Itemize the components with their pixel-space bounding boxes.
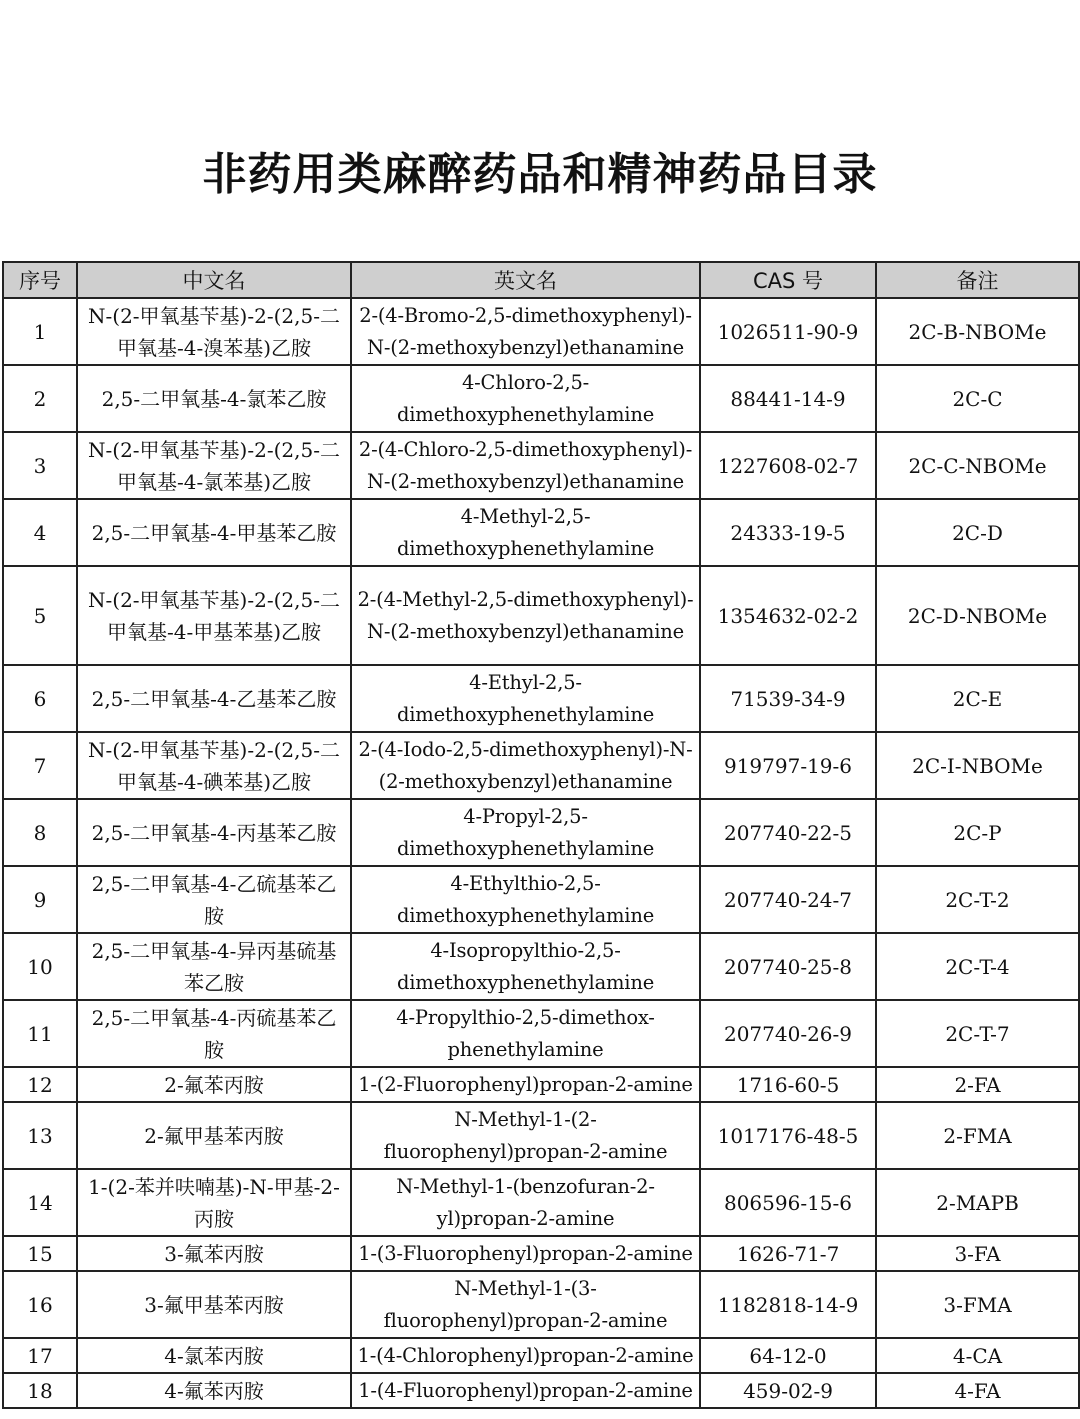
cell-note: 4-CA — [876, 1338, 1079, 1373]
table-row — [3, 1236, 1079, 1271]
cell-note: 2C-C-NBOMe — [876, 432, 1079, 499]
cell-english-name: 1-(2-Fluorophenyl)propan-2-amine — [351, 1067, 700, 1102]
cell-note: 2C-B-NBOMe — [876, 298, 1079, 365]
cell-cas: 207740-25-8 — [700, 933, 876, 1000]
table-row — [3, 732, 1079, 799]
cell-english-name: 4-Ethylthio-2,5-dimethoxyphenethylamine — [351, 866, 700, 933]
cell-english-name: 4-Ethyl-2,5-dimethoxyphenethylamine — [351, 665, 700, 732]
cell-english-name: 2-(4-Iodo-2,5-dimethoxyphenyl)-N-(2-methoxybenzyl)ethanamine — [351, 732, 700, 799]
cell-cas: 207740-24-7 — [700, 866, 876, 933]
cell-no: 7 — [3, 732, 77, 799]
cell-note: 3-FA — [876, 1236, 1079, 1271]
cell-cas: 64-12-0 — [700, 1338, 876, 1373]
header-note: 备注 — [876, 262, 1079, 298]
cell-chinese-name: N-(2-甲氧基苄基)-2-(2,5-二甲氧基-4-溴苯基)乙胺 — [77, 298, 351, 365]
table-row — [3, 866, 1079, 933]
cell-english-name: 1-(4-Fluorophenyl)propan-2-amine — [351, 1373, 700, 1408]
cell-no: 14 — [3, 1169, 77, 1236]
cell-english-name: 4-Methyl-2,5-dimethoxyphenethylamine — [351, 499, 700, 566]
cell-chinese-name: 2,5-二甲氧基-4-异丙基硫基苯乙胺 — [77, 933, 351, 1000]
header-cas: CAS 号 — [700, 262, 876, 298]
cell-chinese-name: N-(2-甲氧基苄基)-2-(2,5-二甲氧基-4-甲基苯基)乙胺 — [77, 566, 351, 665]
cell-english-name: 4-Propyl-2,5-dimethoxyphenethylamine — [351, 799, 700, 866]
cell-english-name: 1-(3-Fluorophenyl)propan-2-amine — [351, 1236, 700, 1271]
cell-no: 6 — [3, 665, 77, 732]
cell-chinese-name: 2,5-二甲氧基-4-氯苯乙胺 — [77, 365, 351, 432]
cell-note: 2C-I-NBOMe — [876, 732, 1079, 799]
cell-no: 9 — [3, 866, 77, 933]
table-row — [3, 1102, 1079, 1169]
cell-chinese-name: 2,5-二甲氧基-4-甲基苯乙胺 — [77, 499, 351, 566]
table-header-row — [3, 262, 1079, 298]
cell-no: 15 — [3, 1236, 77, 1271]
cell-no: 18 — [3, 1373, 77, 1408]
cell-note: 2C-D-NBOMe — [876, 566, 1079, 665]
cell-chinese-name: 2,5-二甲氧基-4-乙基苯乙胺 — [77, 665, 351, 732]
cell-no: 2 — [3, 365, 77, 432]
table-row — [3, 1373, 1079, 1408]
cell-no: 16 — [3, 1271, 77, 1338]
cell-cas: 71539-34-9 — [700, 665, 876, 732]
cell-chinese-name: 2-氟苯丙胺 — [77, 1067, 351, 1102]
drug-catalog-table — [2, 261, 1080, 1409]
table-row — [3, 566, 1079, 665]
table-row — [3, 432, 1079, 499]
cell-note: 4-FA — [876, 1373, 1079, 1408]
cell-note: 2C-C — [876, 365, 1079, 432]
table-row — [3, 365, 1079, 432]
cell-cas: 806596-15-6 — [700, 1169, 876, 1236]
cell-note: 2-MAPB — [876, 1169, 1079, 1236]
cell-cas: 1716-60-5 — [700, 1067, 876, 1102]
cell-english-name: 4-Isopropylthio-2,5-dimethoxyphenethylamine — [351, 933, 700, 1000]
cell-chinese-name: 1-(2-苯并呋喃基)-N-甲基-2-丙胺 — [77, 1169, 351, 1236]
cell-note: 2C-D — [876, 499, 1079, 566]
cell-english-name: 4-Chloro-2,5-dimethoxyphenethylamine — [351, 365, 700, 432]
cell-chinese-name: 3-氟甲基苯丙胺 — [77, 1271, 351, 1338]
table-row — [3, 1169, 1079, 1236]
cell-cas: 1026511-90-9 — [700, 298, 876, 365]
header-no: 序号 — [3, 262, 77, 298]
cell-cas: 207740-22-5 — [700, 799, 876, 866]
cell-cas: 1182818-14-9 — [700, 1271, 876, 1338]
table-row — [3, 1000, 1079, 1067]
cell-english-name: N-Methyl-1-(2-fluorophenyl)propan-2-amine — [351, 1102, 700, 1169]
cell-english-name: 2-(4-Methyl-2,5-dimethoxyphenyl)-N-(2-methoxybenzyl)ethanamine — [351, 566, 700, 665]
cell-chinese-name: 4-氯苯丙胺 — [77, 1338, 351, 1373]
cell-cas: 1626-71-7 — [700, 1236, 876, 1271]
cell-no: 17 — [3, 1338, 77, 1373]
cell-english-name: N-Methyl-1-(benzofuran-2-yl)propan-2-amine — [351, 1169, 700, 1236]
table-row — [3, 933, 1079, 1000]
cell-note: 2C-E — [876, 665, 1079, 732]
table-row — [3, 298, 1079, 365]
cell-no: 8 — [3, 799, 77, 866]
cell-cas: 88441-14-9 — [700, 365, 876, 432]
cell-cas: 919797-19-6 — [700, 732, 876, 799]
cell-chinese-name: 2-氟甲基苯丙胺 — [77, 1102, 351, 1169]
cell-no: 4 — [3, 499, 77, 566]
table-row — [3, 1067, 1079, 1102]
cell-chinese-name: 2,5-二甲氧基-4-丙基苯乙胺 — [77, 799, 351, 866]
cell-chinese-name: 2,5-二甲氧基-4-乙硫基苯乙胺 — [77, 866, 351, 933]
cell-cas: 1017176-48-5 — [700, 1102, 876, 1169]
cell-cas: 459-02-9 — [700, 1373, 876, 1408]
cell-no: 11 — [3, 1000, 77, 1067]
cell-note: 2C-T-2 — [876, 866, 1079, 933]
cell-cas: 207740-26-9 — [700, 1000, 876, 1067]
cell-cas: 1227608-02-7 — [700, 432, 876, 499]
page-title: 非药用类麻醉药品和精神药品目录 — [202, 149, 878, 200]
cell-english-name: 4-Propylthio-2,5-dimethox-phenethylamine — [351, 1000, 700, 1067]
cell-note: 3-FMA — [876, 1271, 1079, 1338]
header-chinese-name: 中文名 — [77, 262, 351, 298]
table-row — [3, 1338, 1079, 1373]
cell-english-name: 2-(4-Bromo-2,5-dimethoxyphenyl)-N-(2-methoxybenzyl)ethanamine — [351, 298, 700, 365]
cell-english-name: 2-(4-Chloro-2,5-dimethoxyphenyl)-N-(2-methoxybenzyl)ethanamine — [351, 432, 700, 499]
table-row — [3, 1271, 1079, 1338]
cell-no: 3 — [3, 432, 77, 499]
table-row — [3, 799, 1079, 866]
cell-note: 2C-T-4 — [876, 933, 1079, 1000]
cell-note: 2-FA — [876, 1067, 1079, 1102]
cell-chinese-name: 2,5-二甲氧基-4-丙硫基苯乙胺 — [77, 1000, 351, 1067]
cell-chinese-name: 3-氟苯丙胺 — [77, 1236, 351, 1271]
cell-chinese-name: 4-氟苯丙胺 — [77, 1373, 351, 1408]
cell-no: 10 — [3, 933, 77, 1000]
cell-note: 2-FMA — [876, 1102, 1079, 1169]
cell-no: 12 — [3, 1067, 77, 1102]
cell-cas: 24333-19-5 — [700, 499, 876, 566]
cell-no: 13 — [3, 1102, 77, 1169]
cell-cas: 1354632-02-2 — [700, 566, 876, 665]
table-row — [3, 665, 1079, 732]
table-row — [3, 499, 1079, 566]
cell-no: 1 — [3, 298, 77, 365]
cell-english-name: 1-(4-Chlorophenyl)propan-2-amine — [351, 1338, 700, 1373]
cell-english-name: N-Methyl-1-(3-fluorophenyl)propan-2-amine — [351, 1271, 700, 1338]
cell-chinese-name: N-(2-甲氧基苄基)-2-(2,5-二甲氧基-4-氯苯基)乙胺 — [77, 432, 351, 499]
cell-no: 5 — [3, 566, 77, 665]
cell-chinese-name: N-(2-甲氧基苄基)-2-(2,5-二甲氧基-4-碘苯基)乙胺 — [77, 732, 351, 799]
cell-note: 2C-T-7 — [876, 1000, 1079, 1067]
cell-note: 2C-P — [876, 799, 1079, 866]
header-english-name: 英文名 — [351, 262, 700, 298]
